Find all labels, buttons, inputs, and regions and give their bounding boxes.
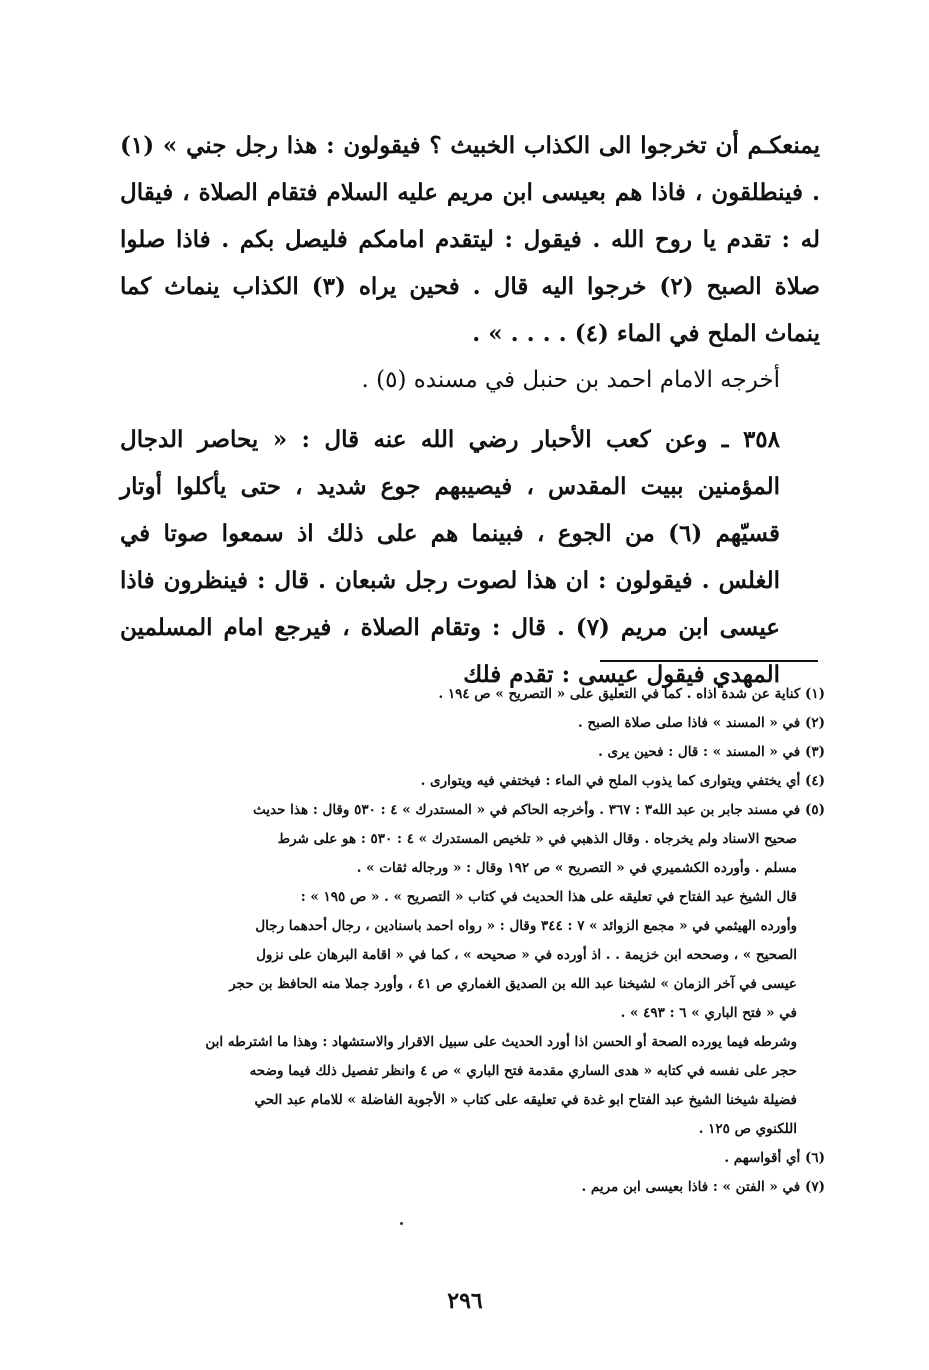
footnote-2: (٢) في « المسند » فاذا صلى صلاة الصبح . — [578, 715, 825, 731]
paragraph-hadith-358: ٣٥٨ ـ وعن كعب الأحبار رضي الله عنه قال : « يحاصر الدجال المؤمنين ببيت المقدس ، فيصيبهم جوع شديد ، حتى يأكلوا أوتار قسيّهم (٦) من الجوع ، فبينما هم على ذلك اذ سمعوا صوتا في الغلس . فيقولون : ان هذا لصوت رجل شبعان . قال : فينظرون فاذا عيسى ابن مريم (٧) . قال : وتقام الصلاة ، فيرجع امام المسلمين المهدي فيقول عيسى : تقدم فلك — [120, 426, 780, 688]
footnote-5-line-3: مسلم . وأورده الكشميري في « التصريح » ص ١٩٢ وقال : « ورجاله ثقات » . — [356, 860, 797, 876]
footnote-5-line-5: وأورده الهيثمي في « مجمع الزوائد » ٧ : ٣٤٤ وقال : « رواه احمد باسنادين ، رجال أحدهما رجال — [255, 918, 797, 934]
footnote-7: (٧) في « الفتن » : فاذا بعيسى ابن مريم . — [581, 1179, 825, 1195]
footnote-5-line-12: اللكنوي ص ١٢٥ . — [698, 1121, 797, 1137]
footnote-5-line-1: (٥) في مسند جابر بن عبد الله٣ : ٣٦٧ . وأخرجه الحاكم في « المستدرك » ٤ : ٥٣٠ وقال : هذا حديث — [253, 802, 825, 818]
paragraph-source: أخرجه الامام احمد بن حنبل في مسنده (٥) . — [361, 367, 780, 393]
page-number: ٢٩٦ — [447, 1288, 483, 1314]
footnote-5-line-8: في « فتح الباري » ٦ : ٤٩٣ » . — [620, 1005, 797, 1021]
footnote-5-line-7: عيسى في آخر الزمان » لشيخنا عبد الله بن الصديق الغماري ص ٤١ ، وأورد جملا منه الحافظ بن حجر — [229, 976, 797, 992]
footnote-6: (٦) أي أقواسهم . — [724, 1150, 825, 1166]
footnote-4: (٤) أي يختفي ويتوارى كما يذوب الملح في الماء : فيختفي فيه ويتوارى . — [420, 773, 825, 789]
paragraph-hadith-continuation: يمنعكـم أن تخرجوا الى الكذاب الخبيث ؟ فيقولون : هذا رجل جني » (١) . فينطلقون ، فاذا هم بعيسى ابن مريم عليه السلام فتقام الصلاة ، فيقال له : تقدم يا روح الله . فيقول : ليتقدم امامكم فليصل بكم . فاذا صلوا صلاة الصبح (٢) خرجوا اليه قال . فحين يراه (٣) الكذاب ينماث كما ينماث الملح في الماء (٤) . . . . » . — [120, 132, 820, 347]
footnote-5-line-10: حجر على نفسه في كتابه « هدى الساري مقدمة فتح الباري » ص ٤ وانظر تفصيل ذلك فيما وضحه — [249, 1063, 797, 1079]
footnote-3: (٣) في « المسند » : قال : فحين يرى . — [598, 744, 825, 760]
footnote-1: (١) كناية عن شدة اذاه . كما في التعليق على « التصريح » ص ١٩٤ . — [438, 686, 825, 702]
print-speck — [400, 1222, 403, 1225]
footnote-divider — [600, 660, 818, 662]
footnote-5-line-11: فضيلة شيخنا الشيخ عبد الفتاح ابو غدة في تعليقه على كتاب « الأجوبة الفاضلة » للامام عبد الحي — [254, 1092, 797, 1108]
footnotes — [125, 680, 825, 1202]
footnote-5-line-6: الصحيح » ، وصححه ابن خزيمة . . اذ أورده في « صحيحه » ، كما في « اقامة البرهان على نزول — [256, 947, 797, 963]
footnote-5-line-2: صحيح الاسناد ولم يخرجاه . وقال الذهبي في « تلخيص المستدرك » ٤ : ٥٣٠ : هو على شرط — [277, 831, 797, 847]
footnote-5-line-4: قال الشيخ عبد الفتاح في تعليقه على هذا الحديث في كتاب « التصريح » . « ص ١٩٥ » : — [300, 889, 797, 905]
main-text — [120, 122, 820, 698]
footnote-5-line-9: وشرطه فيما يورده الصحة أو الحسن اذا أورد الحديث على سبيل الاقرار والاستشهاد : وهذا ما اشترطه ابن — [205, 1034, 797, 1050]
